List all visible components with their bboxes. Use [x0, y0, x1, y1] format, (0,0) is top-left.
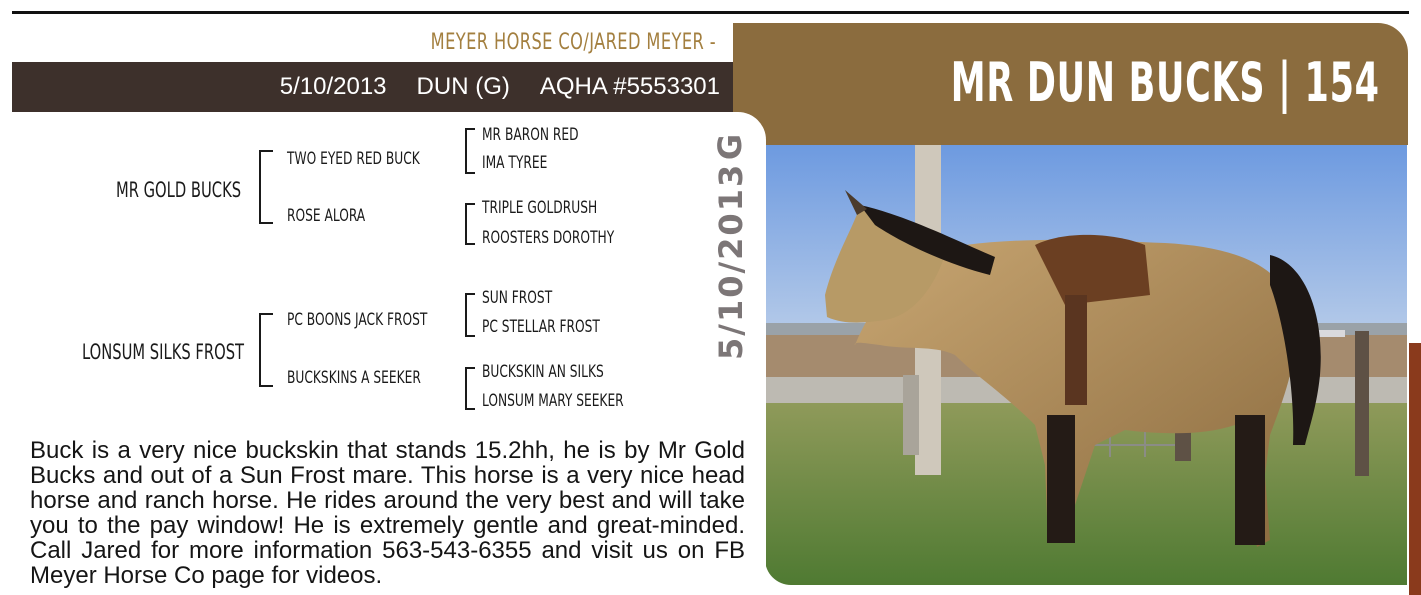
pedigree-sire: MR GOLD BUCKS	[116, 178, 242, 202]
pedigree-dam-sire-sire: SUN FROST	[482, 288, 553, 308]
vertical-sex: G	[711, 133, 750, 161]
vertical-date: 5/10/2013	[712, 162, 750, 360]
horse-photo	[765, 145, 1407, 585]
pedigree-sire-dam-dam: ROOSTERS DOROTHY	[482, 228, 615, 248]
side-accent-tab	[1409, 343, 1421, 595]
sire-bracket	[259, 150, 273, 224]
dam-bracket	[259, 313, 273, 387]
pedigree-sire-sire: TWO EYED RED BUCK	[287, 149, 420, 169]
horse-description: Buck is a very nice buckskin that stands 15.2hh, he is by Mr Gold Bucks and out of a Sun Frost mare. This horse is a very nice head horse and ranch horse. He rides around the very best and will take you to the pay window! He is extremely gentle and great-minded. Call Jared for more information 563-543-6355 and visit us on FB Meyer Horse Co page for videos.	[30, 437, 745, 589]
horse-name-lot: MR DUN BUCKS | 154	[951, 51, 1380, 114]
pedigree-dam-sire: PC BOONS JACK FROST	[287, 310, 428, 330]
title-band	[733, 23, 1408, 145]
pedigree-dam-sire-dam: PC STELLAR FROST	[482, 317, 600, 337]
pedigree-dam-dam: BUCKSKINS A SEEKER	[287, 368, 421, 388]
sire-sire-bracket	[465, 128, 475, 174]
pedigree-sire-dam: ROSE ALORA	[287, 206, 366, 226]
pedigree-sire-sire-dam: IMA TYREE	[482, 153, 548, 173]
pedigree-dam-dam-sire: BUCKSKIN AN SILKS	[482, 362, 604, 382]
info-bar	[12, 62, 734, 112]
pedigree-dam-dam-dam: LONSUM MARY SEEKER	[482, 391, 624, 411]
dam-sire-bracket	[465, 293, 475, 337]
vertical-date-tag	[712, 135, 752, 360]
registration-text: AQHA #5553301	[539, 73, 720, 100]
pedigree-sire-sire-sire: MR BARON RED	[482, 125, 579, 145]
dob-text: 5/10/2013	[279, 73, 387, 100]
pedigree-dam: LONSUM SILKS FROST	[82, 340, 245, 364]
horse-photo-illustration	[765, 145, 1407, 585]
top-rule	[12, 11, 1409, 14]
sire-dam-bracket	[465, 203, 475, 245]
dam-dam-bracket	[465, 367, 475, 410]
pedigree-sire-dam-sire: TRIPLE GOLDRUSH	[482, 198, 598, 218]
color-text: DUN (G)	[416, 73, 510, 100]
consignor-name: MEYER HORSE CO/JARED MEYER -	[430, 30, 716, 55]
